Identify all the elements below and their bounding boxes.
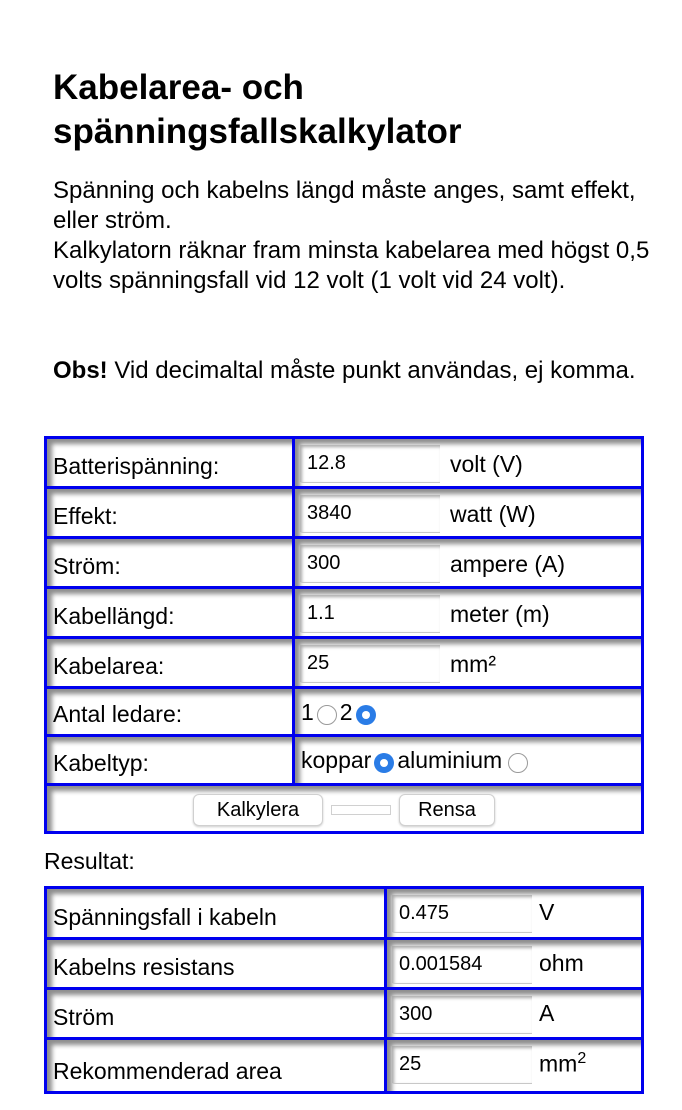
decimal-note (53, 356, 653, 386)
area-label: Kabelarea: (47, 639, 295, 686)
intro-line-2: Kalkylatorn räknar fram minsta kabelarea med högst 0,5 volts spänningsfall vid 12 volt (1 volt vid 24 volt). (53, 237, 650, 294)
calculator-form (44, 436, 644, 834)
intro-text (53, 176, 653, 296)
recommended-area-cell (387, 1040, 641, 1091)
power-row (47, 489, 641, 539)
area-cell (295, 639, 641, 686)
voltage-drop-cell (387, 889, 641, 937)
recommended-area-unit-exponent: 2 (577, 1050, 587, 1067)
cable-type-label: Kabeltyp: (47, 737, 295, 783)
conductors-radio-group (301, 699, 379, 726)
length-unit: meter (m) (450, 601, 550, 627)
power-unit: watt (W) (450, 501, 536, 527)
result-current-row (47, 990, 641, 1040)
voltage-drop-unit: V (539, 899, 555, 925)
page-title: Kabelarea- och spänningsfallskalkylator (53, 68, 462, 151)
area-input[interactable] (300, 645, 440, 683)
cable-type-row (47, 737, 641, 786)
obs-label: Obs! (53, 357, 108, 384)
length-cell (295, 589, 641, 636)
current-input[interactable] (300, 545, 440, 583)
resistance-unit: ohm (539, 950, 584, 976)
power-label: Effekt: (47, 489, 295, 536)
resistance-cell (387, 940, 641, 987)
power-cell (295, 489, 641, 536)
battery-label: Batterispänning: (47, 439, 295, 486)
battery-row (47, 439, 641, 489)
length-row (47, 589, 641, 639)
conductors-option-2-label: 2 (339, 699, 353, 725)
reset-button[interactable]: Rensa (399, 794, 495, 826)
conductors-cell (295, 689, 641, 734)
resistance-label: Kabelns resistans (47, 940, 387, 987)
result-current-output[interactable] (392, 996, 532, 1034)
recommended-area-row (47, 1040, 641, 1091)
current-label: Ström: (47, 539, 295, 586)
recommended-area-unit-base: mm (539, 1050, 578, 1077)
result-current-cell (387, 990, 641, 1037)
cable-type-copper-label: koppar (301, 747, 372, 773)
cable-type-cell (295, 737, 641, 783)
current-row (47, 539, 641, 589)
conductors-option-1-label: 1 (301, 699, 314, 725)
power-input[interactable] (300, 495, 440, 533)
cable-type-radio-group (301, 747, 531, 774)
results-table (44, 886, 644, 1094)
recommended-area-label: Rekommenderad area (47, 1040, 387, 1091)
area-row (47, 639, 641, 689)
actions-row (47, 786, 641, 831)
result-current-unit: A (539, 1000, 555, 1026)
battery-cell (295, 439, 641, 486)
area-unit: mm² (450, 651, 496, 677)
battery-input[interactable] (300, 445, 440, 483)
recommended-area-unit (539, 1050, 586, 1078)
voltage-drop-label: Spänningsfall i kabeln (47, 889, 387, 937)
conductors-option-2-radio[interactable] (356, 705, 376, 725)
resistance-row (47, 940, 641, 990)
length-input[interactable] (300, 595, 440, 633)
results-heading: Resultat: (44, 848, 135, 874)
length-label: Kabellängd: (47, 589, 295, 636)
result-current-label: Ström (47, 990, 387, 1037)
battery-unit: volt (V) (450, 451, 523, 477)
cable-type-copper-radio[interactable] (374, 753, 394, 773)
hidden-field (331, 805, 391, 815)
resistance-output[interactable] (392, 946, 532, 984)
conductors-label: Antal ledare: (47, 689, 295, 734)
recommended-area-output[interactable] (392, 1046, 532, 1084)
conductors-row (47, 689, 641, 737)
calculate-button[interactable]: Kalkylera (193, 794, 323, 826)
voltage-drop-row (47, 889, 641, 940)
cable-type-aluminium-radio[interactable] (508, 753, 528, 773)
current-unit: ampere (A) (450, 551, 566, 577)
voltage-drop-output[interactable] (392, 895, 532, 933)
current-cell (295, 539, 641, 586)
obs-text: Vid decimaltal måste punkt användas, ej komma. (107, 357, 636, 384)
intro-line-1: Spänning och kabelns längd måste anges, samt effekt, eller ström. (53, 177, 636, 234)
cable-type-aluminium-label: aluminium (397, 747, 503, 773)
conductors-option-1-radio[interactable] (317, 705, 337, 725)
